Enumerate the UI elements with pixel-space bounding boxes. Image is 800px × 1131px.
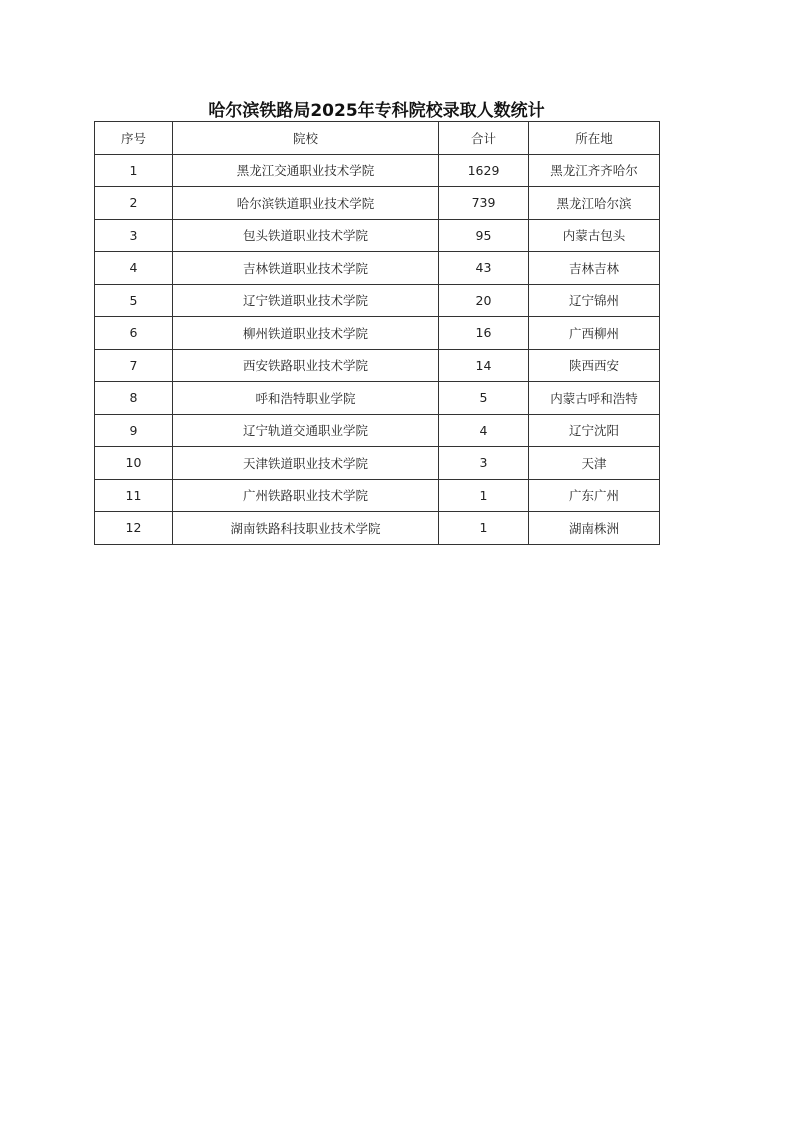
cell-location: 广西柳州 xyxy=(529,317,660,350)
cell-index: 10 xyxy=(95,447,173,480)
cell-total: 16 xyxy=(439,317,529,350)
table-row xyxy=(95,512,660,545)
admissions-table xyxy=(94,121,660,545)
cell-total: 5 xyxy=(439,382,529,415)
cell-index: 1 xyxy=(95,154,173,187)
cell-location: 广东广州 xyxy=(529,479,660,512)
cell-index: 7 xyxy=(95,349,173,382)
cell-location: 陕西西安 xyxy=(529,349,660,382)
cell-total: 4 xyxy=(439,414,529,447)
cell-school: 天津铁道职业技术学院 xyxy=(173,447,439,480)
cell-location: 黑龙江哈尔滨 xyxy=(529,187,660,220)
cell-location: 辽宁锦州 xyxy=(529,284,660,317)
table-row xyxy=(95,219,660,252)
table-row xyxy=(95,252,660,285)
cell-location: 辽宁沈阳 xyxy=(529,414,660,447)
cell-location: 内蒙古包头 xyxy=(529,219,660,252)
cell-school: 辽宁轨道交通职业学院 xyxy=(173,414,439,447)
table-row xyxy=(95,317,660,350)
cell-school: 西安铁路职业技术学院 xyxy=(173,349,439,382)
table-row xyxy=(95,447,660,480)
cell-index: 5 xyxy=(95,284,173,317)
cell-location: 吉林吉林 xyxy=(529,252,660,285)
table-row xyxy=(95,187,660,220)
cell-school: 辽宁铁道职业技术学院 xyxy=(173,284,439,317)
header-index: 序号 xyxy=(95,122,173,155)
header-location: 所在地 xyxy=(529,122,660,155)
table-row xyxy=(95,479,660,512)
page-title: 哈尔滨铁路局2025年专科院校录取人数统计 xyxy=(208,101,545,121)
cell-location: 湖南株洲 xyxy=(529,512,660,545)
cell-total: 1 xyxy=(439,512,529,545)
cell-school: 广州铁路职业技术学院 xyxy=(173,479,439,512)
cell-school: 哈尔滨铁道职业技术学院 xyxy=(173,187,439,220)
header-school: 院校 xyxy=(173,122,439,155)
cell-index: 12 xyxy=(95,512,173,545)
table-row xyxy=(95,349,660,382)
cell-school: 吉林铁道职业技术学院 xyxy=(173,252,439,285)
cell-total: 1629 xyxy=(439,154,529,187)
cell-total: 20 xyxy=(439,284,529,317)
cell-index: 2 xyxy=(95,187,173,220)
header-total: 合计 xyxy=(439,122,529,155)
table-row xyxy=(95,414,660,447)
cell-index: 3 xyxy=(95,219,173,252)
cell-location: 内蒙古呼和浩特 xyxy=(529,382,660,415)
cell-total: 739 xyxy=(439,187,529,220)
cell-total: 14 xyxy=(439,349,529,382)
cell-index: 9 xyxy=(95,414,173,447)
cell-index: 4 xyxy=(95,252,173,285)
cell-total: 95 xyxy=(439,219,529,252)
cell-school: 呼和浩特职业学院 xyxy=(173,382,439,415)
cell-index: 11 xyxy=(95,479,173,512)
cell-total: 1 xyxy=(439,479,529,512)
cell-school: 包头铁道职业技术学院 xyxy=(173,219,439,252)
cell-location: 天津 xyxy=(529,447,660,480)
cell-total: 43 xyxy=(439,252,529,285)
cell-school: 湖南铁路科技职业技术学院 xyxy=(173,512,439,545)
cell-school: 黑龙江交通职业技术学院 xyxy=(173,154,439,187)
cell-index: 8 xyxy=(95,382,173,415)
table-row xyxy=(95,284,660,317)
table-row xyxy=(95,154,660,187)
cell-index: 6 xyxy=(95,317,173,350)
table-row xyxy=(95,382,660,415)
cell-location: 黑龙江齐齐哈尔 xyxy=(529,154,660,187)
table-header-row xyxy=(95,122,660,155)
cell-school: 柳州铁道职业技术学院 xyxy=(173,317,439,350)
cell-total: 3 xyxy=(439,447,529,480)
